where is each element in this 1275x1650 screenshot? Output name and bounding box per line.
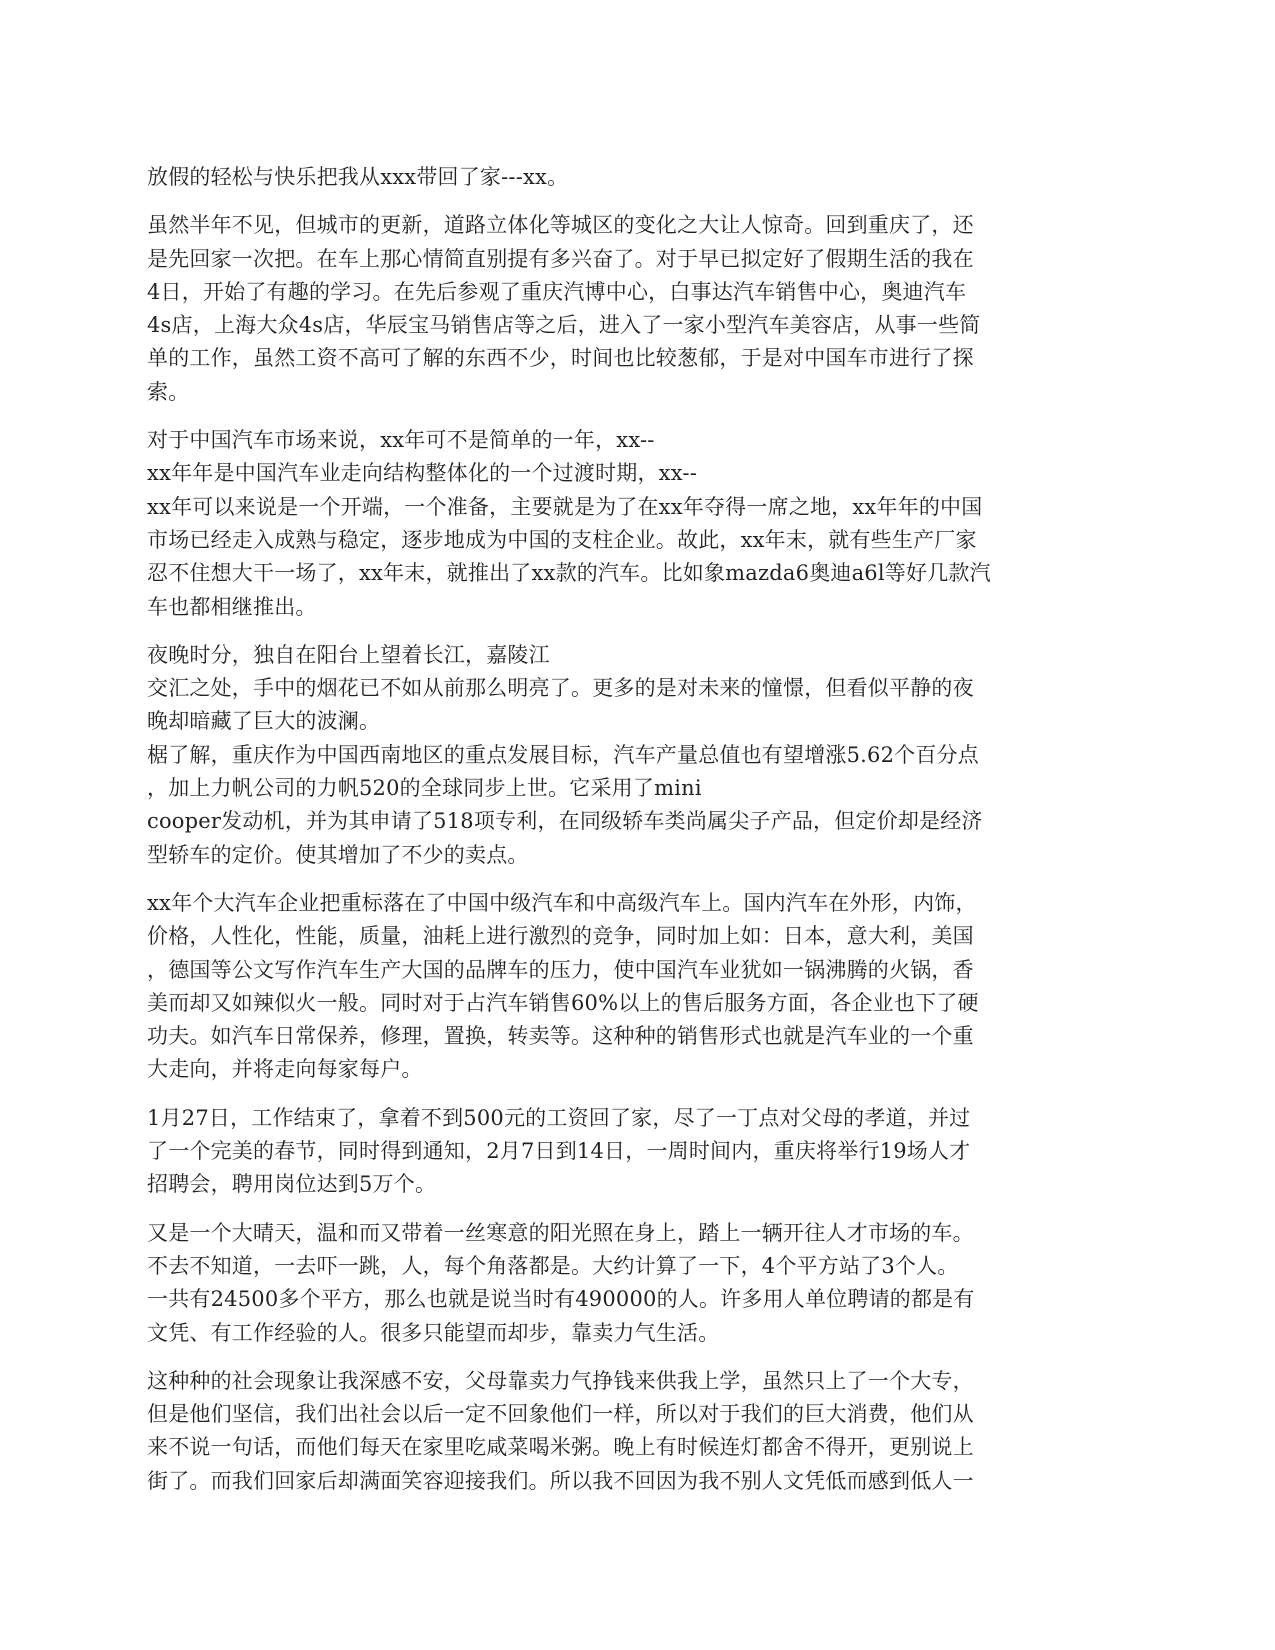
text-line: 招聘会，聘用岗位达到5万个。 bbox=[147, 1172, 437, 1197]
paragraph-4 bbox=[147, 639, 1132, 872]
text-line: 交汇之处，手中的烟花已不如从前那么明亮了。更多的是对未来的憧憬，但看似平静的夜 bbox=[147, 676, 974, 701]
text-line: 车也都相继推出。 bbox=[147, 594, 317, 619]
text-line: xx年年是中国汽车业走向结构整体化的一个过渡时期，xx-- bbox=[147, 461, 697, 486]
text-line: 夜晚时分，独自在阳台上望着长江，嘉陵江 bbox=[147, 642, 550, 667]
text-line: 是先回家一次把。在车上那心情简直别提有多兴奋了。对于早已拟定好了假期生活的我在 bbox=[147, 246, 974, 271]
text-line: 文凭、有工作经验的人。很多只能望而却步，靠卖力气生活。 bbox=[147, 1320, 720, 1345]
text-line: 价格，人性化，性能，质量，油耗上进行激烈的竞争，同时加上如：日本，意大利，美国 bbox=[147, 924, 974, 949]
text-line: 这种种的社会现象让我深感不安，父母靠卖力气挣钱来供我上学，虽然只上了一个大专， bbox=[147, 1368, 974, 1393]
text-line: cooper发动机，并为其申请了518项专利，在同级轿车类尚属尖子产品，但定价却是经济 bbox=[147, 809, 983, 834]
paragraph-2 bbox=[147, 209, 1132, 409]
paragraph-6 bbox=[147, 1102, 1132, 1202]
text-line: 街了。而我们回家后却满面笑容迎接我们。所以我不回因为我不别人文凭低而感到低人一 bbox=[147, 1468, 974, 1493]
text-line: 不去不知道，一去吓一跳，人，每个角落都是。大约计算了一下，4个平方站了3个人。 bbox=[147, 1253, 959, 1278]
text-line: 但是他们坚信，我们出社会以后一定不回象他们一样，所以对于我们的巨大消费，他们从 bbox=[147, 1402, 974, 1427]
text-line: 了一个完美的春节，同时得到通知，2月7日到14日，一周时间内，重庆将举行19场人才 bbox=[147, 1139, 971, 1164]
text-line: 忍不住想大干一场了，xx年末，就推出了xx款的汽车。比如象mazda6奥迪a6l等好几款汽 bbox=[147, 561, 991, 586]
text-line: 美而却又如辣似火一般。同时对于占汽车销售60%以上的售后服务方面，各企业也下了硬 bbox=[147, 990, 979, 1015]
text-line: 椐了解，重庆作为中国西南地区的重点发展目标，汽车产量总值也有望增涨5.62个百分点 bbox=[147, 742, 979, 767]
text-line: 单的工作，虽然工资不高可了解的东西不少，时间也比较葱郁，于是对中国车市进行了探 bbox=[147, 346, 974, 371]
text-line: 对于中国汽车市场来说，xx年可不是简单的一年，xx-- bbox=[147, 428, 655, 453]
text-line: 1月27日，工作结束了，拿着不到500元的工资回了家，尽了一丁点对父母的孝道，并过 bbox=[147, 1105, 971, 1130]
paragraph-8 bbox=[147, 1365, 1132, 1498]
paragraph-3 bbox=[147, 424, 1132, 624]
text-line: 一共有24500多个平方，那么也就是说当时有490000的人。许多用人单位聘请的都是有 bbox=[147, 1287, 975, 1312]
text-line: 索。 bbox=[147, 379, 190, 404]
text-line: ，加上力帆公司的力帆520的全球同步上世。它采用了mini bbox=[147, 776, 702, 801]
text-line: 晚却暗藏了巨大的波澜。 bbox=[147, 709, 381, 734]
text-line: 功夫。如汽车日常保养，修理，置换，转卖等。这种种的销售形式也就是汽车业的一个重 bbox=[147, 1024, 974, 1049]
paragraph-1 bbox=[147, 161, 1132, 194]
text-line: 放假的轻松与快乐把我从xxx带回了家---xx。 bbox=[147, 165, 569, 189]
document-body bbox=[147, 161, 1132, 1513]
text-line: 又是一个大晴天，温和而又带着一丝寒意的阳光照在身上，踏上一辆开往人才市场的车。 bbox=[147, 1220, 974, 1245]
text-line: ，德国等公文写作汽车生产大国的品牌车的压力，使中国汽车业犹如一锅沸腾的火锅，香 bbox=[147, 957, 974, 982]
text-line: 大走向，并将走向每家每户。 bbox=[147, 1057, 423, 1082]
text-line: 来不说一句话，而他们每天在家里吃咸菜喝米粥。晚上有时候连灯都舍不得开，更别说上 bbox=[147, 1435, 974, 1460]
paragraph-7 bbox=[147, 1217, 1132, 1350]
text-line: 型轿车的定价。使其增加了不少的卖点。 bbox=[147, 842, 529, 867]
text-line: 4s店，上海大众4s店，华辰宝马销售店等之后，进入了一家小型汽车美容店，从事一些简 bbox=[147, 313, 981, 338]
text-line: 虽然半年不见，但城市的更新，道路立体化等城区的变化之大让人惊奇。回到重庆了，还 bbox=[147, 213, 974, 238]
text-line: 4日，开始了有趣的学习。在先后参观了重庆汽博中心，白事达汽车销售中心，奥迪汽车 bbox=[147, 279, 967, 304]
text-line: xx年可以来说是一个开端，一个准备，主要就是为了在xx年夺得一席之地，xx年年的中国 bbox=[147, 494, 983, 519]
text-line: 市场已经走入成熟与稳定，逐步地成为中国的支柱企业。故此，xx年末，就有些生产厂家 bbox=[147, 527, 977, 552]
text-line: xx年个大汽车企业把重标落在了中国中级汽车和中高级汽车上。国内汽车在外形，内饰， bbox=[147, 890, 977, 915]
paragraph-5 bbox=[147, 887, 1132, 1087]
